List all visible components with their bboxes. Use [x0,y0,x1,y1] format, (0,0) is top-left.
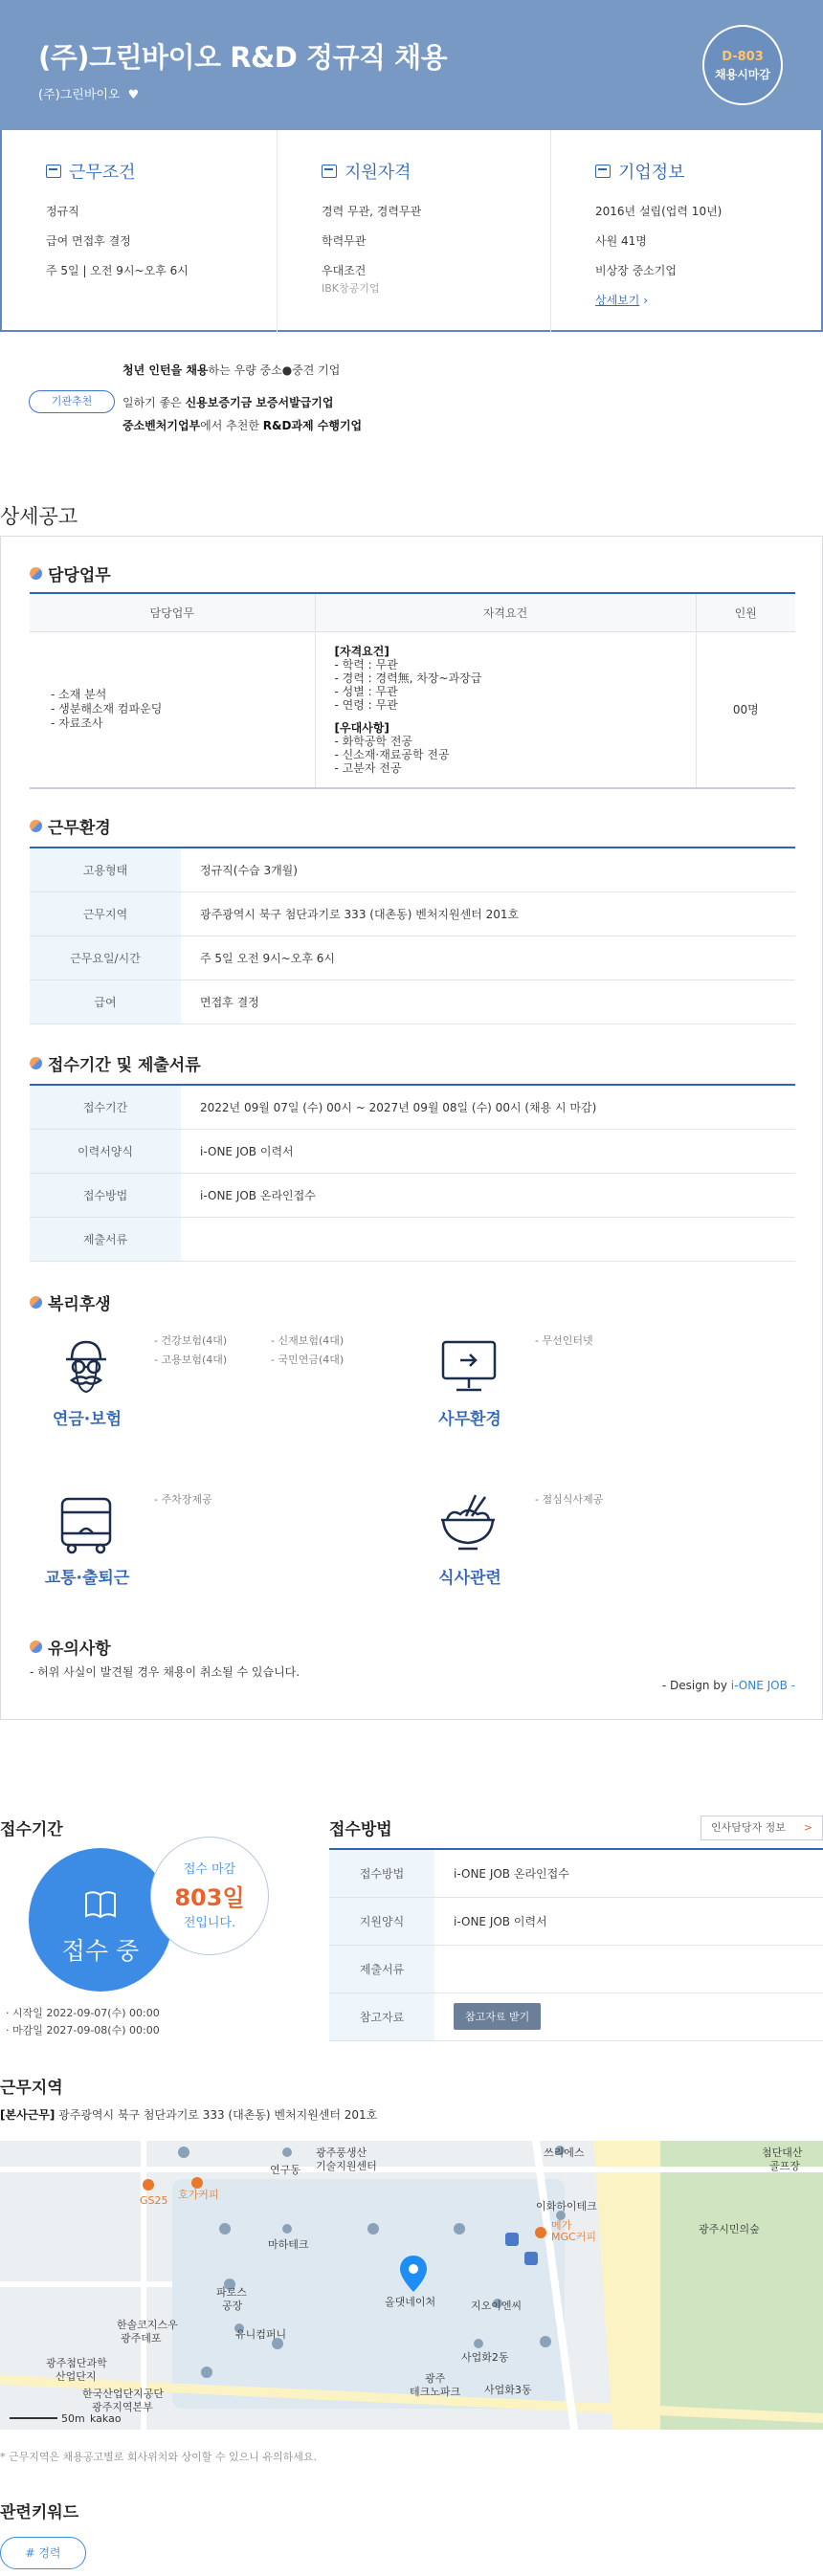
qualifications-heading: 지원자격 [345,163,412,183]
job-header [0,0,823,130]
map-label: 메가 [551,2219,572,2232]
agency-recommend-button[interactable]: 기관추천 [29,390,115,413]
env-key: 근무지역 [30,892,181,936]
building-icon [595,165,611,178]
status-label: 접수 중 [61,1937,140,1965]
hr-contact-label: 인사담당자 정보 [711,1821,786,1834]
map-label: 첨단대산 [762,2147,803,2159]
env-key: 고용형태 [30,848,181,892]
keyword-tag[interactable]: # 경력 [0,2537,86,2569]
transport-label: 교통·출퇴근 [44,1569,130,1588]
table-row [30,848,795,892]
table-row [30,980,795,1024]
env-value: 주 5일 오전 9시~오후 6시 [181,936,795,980]
work-conditions-heading: 근무조건 [69,163,136,183]
apply-key: 이력서양식 [30,1129,181,1173]
address-text: 광주광역시 북구 첨단과기로 333 (대촌동) 벤처지원센터 201호 [55,2108,378,2122]
qual-list [316,645,696,775]
env-heading-text: 근무환경 [48,819,111,838]
apply-key: 접수기간 [30,1085,181,1129]
bullet-dot-icon [30,1640,42,1653]
deadline-label: 접수 마감 [183,1862,236,1877]
env-value: 정규직(수습 3개월) [181,848,795,892]
table-row [30,1217,795,1261]
duty-heading-text: 담당업무 [48,566,111,585]
table-row [329,1993,823,2040]
method-table [329,1848,823,2041]
env-value: 광주광역시 북구 첨단과기로 333 (대촌동) 벤처지원센터 201호 [181,892,795,936]
badge-line-2-text: 일하기 좋은 [122,396,186,409]
map-label: 테크노파크 [410,2386,461,2398]
welfare-item: - 무선인터넷 [535,1334,593,1347]
qual-cell [315,631,696,788]
bullet-dot-icon [30,1296,42,1309]
keywords-title: 관련키워드 [0,2503,79,2522]
qual-item: - 성별 : 무관 [334,684,398,698]
job-title: (주)그린바이오 R&D 정규직 채용 [38,41,448,74]
badge-line-1-bold: 청년 인턴을 채용 [122,363,209,377]
start-date: · 시작일 2022-09-07(수) 00:00 [6,2007,160,2019]
table-row [30,936,795,980]
company-info-title [595,159,823,184]
apply-value: 2022년 09월 07일 (수) 00시 ~ 2027년 09월 08일 (수) 00시 (채용 시 마감) [181,1085,795,1129]
map-label: 공장 [222,2300,243,2312]
welfare-item: - 건강보험(4대) [154,1334,228,1347]
map-label: 광주지역본부 [92,2401,153,2413]
dday-badge [702,25,783,105]
method-key: 참고자료 [329,1993,434,2040]
env-key: 근무요일/시간 [30,936,181,980]
location-map[interactable] [0,2141,823,2430]
map-label: 호가커피 [178,2189,219,2201]
method-key: 지원양식 [329,1897,434,1945]
insurance-icon [56,1336,116,1396]
badge-line-2 [122,394,333,410]
apply-value: i-ONE JOB 이력서 [181,1129,795,1173]
map-label: 골프장 [769,2160,800,2172]
map-canvas[interactable] [0,2141,823,2430]
map-label: GS25 [140,2194,168,2207]
map-label: 파로스 [216,2286,247,2299]
map-label: MGC커피 [551,2231,596,2243]
apply-value: i-ONE JOB 온라인접수 [181,1173,795,1217]
company-name-text: (주)그린바이오 [38,88,121,102]
design-prefix: - Design by [661,1679,731,1692]
qual-item: - 학력 : 무관 [334,657,398,672]
duty-item: - 생분해소재 컴파운딩 [51,702,163,716]
table-row [30,892,795,936]
notice-heading-text: 유의사항 [48,1640,111,1659]
method-value [434,1945,823,1993]
map-label: 한국산업단지공단 [82,2388,165,2400]
design-brand[interactable]: i-ONE JOB [730,1679,788,1692]
preference-detail: IBK창공기업 [322,282,380,295]
welfare-heading-text: 복리후생 [48,1295,111,1314]
salary: 급여 면접후 결정 [46,234,131,248]
env-value: 면접후 결정 [181,980,795,1024]
company-type: 비상장 중소기업 [595,264,677,277]
welfare-item: - 신재보험(4대) [271,1334,345,1347]
pref-item: - 고분자 전공 [334,760,402,775]
duty-item: - 자료조사 [51,716,103,731]
deadline-days: 803일 [174,1884,245,1911]
qualifications-title [322,159,551,184]
briefcase-icon [46,165,61,178]
company-detail-link[interactable]: 상세보기 › [595,294,648,307]
location-title: 근무지역 [0,2079,63,2098]
preference: 우대조건 [322,264,367,277]
map-label: 연구동 [270,2164,300,2176]
welfare-heading [30,1290,111,1314]
job-summary [0,130,823,332]
welfare-item: - 국민연금(4대) [271,1354,345,1366]
apply-value [181,1217,795,1261]
qual-item: - 연령 : 무관 [334,697,398,712]
design-suffix: - [787,1679,795,1692]
map-label: 유니컴퍼니 [235,2328,287,2341]
work-conditions-title [46,159,277,184]
company-detail-link-text[interactable]: 상세보기 [595,294,640,307]
map-label: 마하테크 [268,2238,309,2251]
office-label: 사무환경 [438,1410,501,1429]
id-card-icon [322,165,337,178]
map-label: 이화하이테크 [536,2200,597,2213]
heart-icon[interactable]: ♥ [127,88,140,102]
badge-line-3-bold-a: 중소벤처기업부 [122,419,201,432]
bullet-dot-icon [30,567,42,580]
qual-head: [자격요건] [334,644,389,658]
company-info-heading: 기업정보 [618,163,685,183]
employment-type: 정규직 [46,205,79,218]
dday-count: D-803 [722,50,764,64]
map-label: 지오이엔씨 [471,2300,523,2312]
design-credit [662,1679,795,1692]
deadline-circle [150,1837,269,1955]
job-detail [0,536,823,1720]
bullet-dot-icon [30,1057,42,1069]
pref-item: - 신소재·재료공학 전공 [334,747,450,761]
table-row [329,1897,823,1945]
detail-section-title: 상세공고 [0,505,78,528]
map-label: 기술지원센터 [316,2160,377,2172]
dday-label: 채용시마감 [715,68,770,81]
map-note: * 근무지역은 채용공고별로 회사위치와 상이할 수 있으니 유의하세요. [0,2451,317,2463]
rice-bowl-icon [437,1491,499,1554]
end-date: · 마감일 2027-09-08(수) 00:00 [6,2024,160,2037]
apply-key: 접수방법 [30,1173,181,1217]
map-label: 광주 [425,2372,446,2385]
duty-cell [30,631,315,788]
duty-list [30,688,315,731]
welfare-item: - 주차장제공 [154,1493,212,1506]
hr-contact-button[interactable] [701,1816,823,1840]
company-name[interactable] [38,84,139,102]
education: 학력무관 [322,234,367,248]
method-value: i-ONE JOB 온라인접수 [434,1849,823,1897]
duty-table [30,592,795,789]
welfare-item: - 고용보험(4대) [154,1354,228,1366]
badge-line-2-bold: 신용보증기금 보증서발급기업 [185,396,334,409]
map-label: 쓰리에스 [544,2147,585,2159]
download-reference-button[interactable]: 참고자료 받기 [454,2003,541,2030]
map-scale-label: 50m [61,2412,85,2425]
map-label: 사업화3동 [484,2384,532,2396]
method-key: 제출서류 [329,1945,434,1993]
env-heading [30,814,111,838]
badge-line-3 [122,417,362,433]
chevron-right-icon: > [803,1821,812,1834]
table-row [329,1849,823,1897]
welfare-item: - 점심식사제공 [535,1493,604,1506]
people-col-header: 인원 [696,593,795,631]
work-address [0,2106,377,2123]
table-row [329,1945,823,1993]
map-label: 사업화2동 [461,2351,509,2364]
notice-text: - 허위 사실이 발견될 경우 채용이 취소될 수 있습니다. [30,1665,300,1679]
table-row [30,1129,795,1173]
work-hours: 주 5일 | 오전 9시~오후 6시 [46,264,189,277]
apply-key: 제출서류 [30,1217,181,1261]
table-row [30,1173,795,1217]
people-cell: 00명 [696,631,795,788]
map-label: 광주첨단과학 [46,2357,107,2369]
certification-badges [29,360,794,436]
badge-line-3-bold-b: R&D과제 수행기업 [262,419,363,432]
duty-col-header: 담당업무 [30,593,315,631]
map-label: 산업단지 [56,2370,97,2383]
badge-line-3-text: 에서 추천한 [200,419,263,432]
badge-line-1-text: 하는 우량 중소●중견 기업 [208,363,341,377]
map-label: 올댓네이처 [385,2296,436,2308]
map-label: 광주시민의숲 [699,2223,760,2235]
duty-item: - 소재 분석 [51,688,107,702]
method-value [434,1993,823,2040]
founded: 2016년 설립(업력 10년) [595,205,723,218]
map-label: 한솔코지스우 [117,2319,178,2331]
qual-item: - 경력 : 경력無, 차장~과장급 [334,671,482,685]
experience: 경력 무관, 경력무관 [322,205,422,218]
map-label: 광주데포 [121,2332,162,2345]
qual-col-header: 자격요건 [315,593,696,631]
method-key: 접수방법 [329,1849,434,1897]
book-icon [84,1890,117,1919]
kakao-logo: kakao [90,2412,122,2425]
qualifications [277,130,551,332]
notice-heading [30,1635,111,1659]
env-key: 급여 [30,980,181,1024]
map-label: 광주풍생산 [316,2147,367,2159]
method-title: 접수방법 [329,1820,392,1839]
duty-heading [30,561,111,585]
monitor-icon [439,1336,499,1396]
company-info [550,130,823,332]
apply-table [30,1084,795,1262]
table-row [30,1085,795,1129]
badge-line-1 [122,362,340,378]
bullet-dot-icon [30,820,42,832]
deadline-suffix: 전입니다. [183,1916,236,1930]
employees: 사원 41명 [595,234,647,248]
apply-heading-text: 접수기간 및 제출서류 [48,1056,201,1075]
work-conditions [2,130,277,332]
pref-head: [우대사항] [334,720,389,735]
apply-heading [30,1051,201,1075]
pref-item: - 화학공학 전공 [334,734,413,748]
meal-label: 식사관련 [438,1569,501,1588]
period-title: 접수기간 [0,1820,63,1839]
bus-icon [56,1495,116,1554]
address-tag: [본사근무] [0,2108,56,2122]
method-value: i-ONE JOB 이력서 [434,1897,823,1945]
insurance-label: 연금·보험 [52,1410,122,1429]
env-table [30,847,795,1024]
